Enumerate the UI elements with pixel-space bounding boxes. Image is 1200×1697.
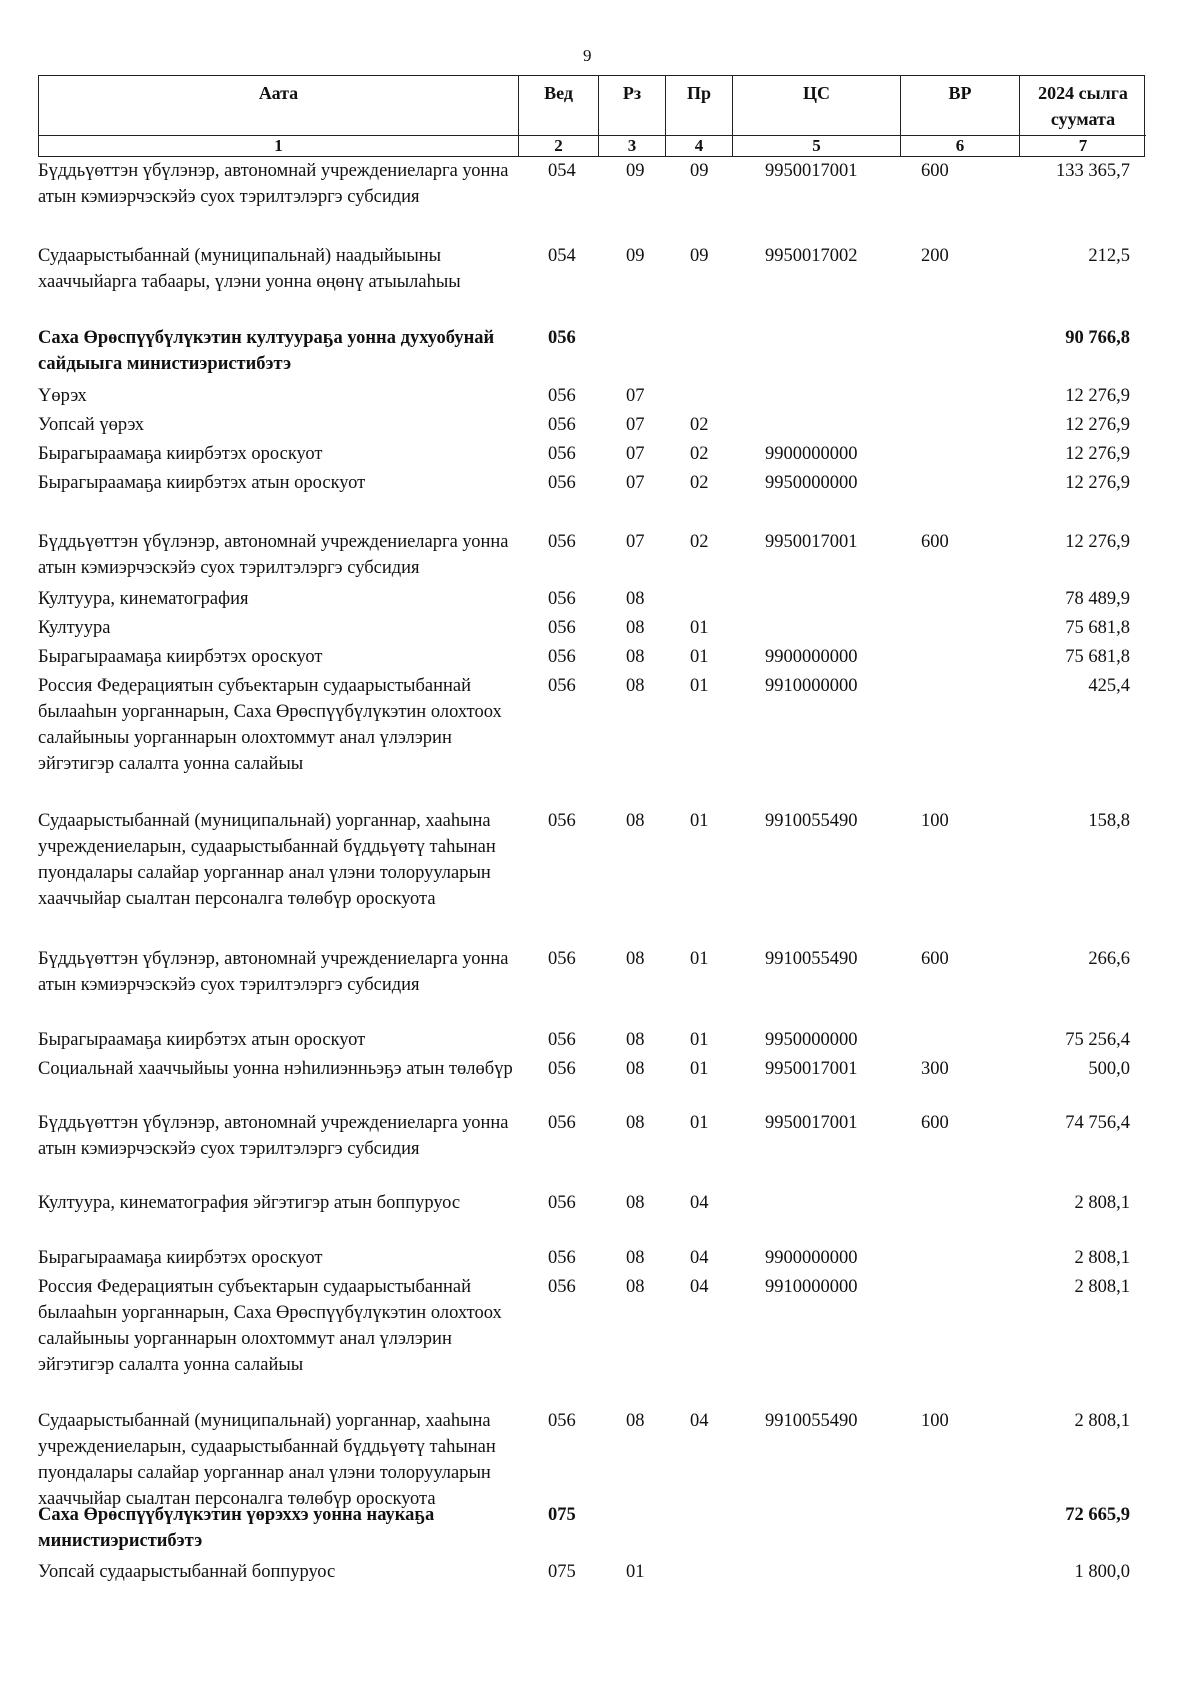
table-header — [38, 75, 1145, 157]
cell-ved: 056 — [548, 949, 576, 969]
cell-ved: 056 — [548, 328, 576, 348]
cell-sum: 12 276,9 — [1065, 415, 1130, 435]
cell-rz: 08 — [626, 811, 645, 831]
cell-pr: 01 — [690, 1113, 709, 1133]
cell-rz: 07 — [626, 532, 645, 552]
cell-name: Бүддьүөттэн үбүлэнэр, автономнай учреждениеларга уонна атын кэмиэрчэскэйэ суох тэрилтэлэргэ субсидия — [38, 532, 509, 578]
cell-name: Бүддьүөттэн үбүлэнэр, автономнай учреждениеларга уонна атын кэмиэрчэскэйэ суох тэрилтэлэргэ субсидия — [38, 161, 509, 207]
cell-name: Култуура, кинематография эйгэтигэр атын боппуруос — [38, 1193, 461, 1213]
cell-rz: 08 — [626, 618, 645, 638]
cell-name: Үөрэх — [38, 386, 87, 406]
cell-cs: 9910055490 — [765, 1411, 858, 1431]
cell-name: Бүддьүөттэн үбүлэнэр, автономнай учреждениеларга уонна атын кэмиэрчэскэйэ суох тэрилтэлэргэ субсидия — [38, 949, 509, 995]
cell-rz: 08 — [626, 1059, 645, 1079]
cell-name: Бүддьүөттэн үбүлэнэр, автономнай учреждениеларга уонна атын кэмиэрчэскэйэ суох тэрилтэлэргэ субсидия — [38, 1113, 509, 1159]
cell-sum: 2 808,1 — [1074, 1411, 1130, 1431]
cell-sum: 1 800,0 — [1074, 1562, 1130, 1582]
cell-ved: 056 — [548, 811, 576, 831]
cell-sum: 425,4 — [1088, 676, 1130, 696]
cell-ved: 056 — [548, 1277, 576, 1297]
cell-rz: 07 — [626, 386, 645, 406]
cell-ved: 056 — [548, 1113, 576, 1133]
header-title-pr: Пр — [686, 83, 711, 103]
cell-name: Саха Өрөспүүбүлүкэтин үөрэххэ уонна наукаҕа министиэристибэтэ — [38, 1505, 435, 1551]
cell-ved: 056 — [548, 589, 576, 609]
cell-sum: 75 681,8 — [1065, 647, 1130, 667]
cell-sum: 72 665,9 — [1065, 1505, 1130, 1525]
cell-pr: 04 — [690, 1277, 709, 1297]
cell-rz: 07 — [626, 473, 645, 493]
cell-cs: 9950000000 — [765, 473, 858, 493]
cell-ved: 056 — [548, 386, 576, 406]
cell-sum: 12 276,9 — [1065, 532, 1130, 552]
cell-name: Култуура — [38, 618, 111, 638]
cell-name: Судаарыстыбаннай (муниципальнай) наадыйыыны хааччыйарга табаары, үлэни уонна өңөнү атыылаһыы — [38, 246, 461, 292]
cell-pr: 01 — [690, 949, 709, 969]
header-col-pr — [666, 76, 733, 156]
cell-sum: 500,0 — [1088, 1059, 1130, 1079]
cell-ved: 054 — [548, 246, 576, 266]
cell-rz: 08 — [626, 1277, 645, 1297]
cell-ved: 056 — [548, 1059, 576, 1079]
cell-cs: 9910055490 — [765, 811, 858, 831]
cell-rz: 08 — [626, 1248, 645, 1268]
cell-rz: 01 — [626, 1562, 645, 1582]
cell-cs: 9910000000 — [765, 676, 858, 696]
cell-vr: 600 — [921, 949, 949, 969]
header-col-sum — [1020, 76, 1146, 156]
cell-pr: 02 — [690, 473, 709, 493]
cell-rz: 08 — [626, 949, 645, 969]
cell-sum: 12 276,9 — [1065, 444, 1130, 464]
cell-vr: 300 — [921, 1059, 949, 1079]
cell-ved: 056 — [548, 532, 576, 552]
cell-cs: 9950017001 — [765, 1113, 858, 1133]
header-title-name: Аата — [258, 83, 299, 103]
cell-pr: 09 — [690, 161, 709, 181]
cell-rz: 08 — [626, 676, 645, 696]
cell-pr: 01 — [690, 676, 709, 696]
cell-ved: 056 — [548, 1411, 576, 1431]
cell-pr: 04 — [690, 1248, 709, 1268]
cell-rz: 09 — [626, 246, 645, 266]
cell-sum: 74 756,4 — [1065, 1113, 1130, 1133]
header-num-name: 1 — [39, 135, 518, 156]
cell-pr: 02 — [690, 415, 709, 435]
cell-sum: 75 256,4 — [1065, 1030, 1130, 1050]
cell-name: Бырагыраамаҕа киирбэтэх атын ороскуот — [38, 473, 366, 493]
header-num-cs: 5 — [733, 135, 900, 156]
cell-sum: 12 276,9 — [1065, 473, 1130, 493]
cell-name: Уопсай үөрэх — [38, 415, 145, 435]
page-number: 9 — [583, 46, 592, 65]
cell-sum: 2 808,1 — [1074, 1277, 1130, 1297]
cell-name: Бырагыраамаҕа киирбэтэх ороскуот — [38, 1248, 323, 1268]
header-num-vr: 6 — [901, 135, 1019, 156]
cell-name: Саха Өрөспүүбүлүкэтин култуураҕа уонна духуобунай сайдыыга министиэристибэтэ — [38, 328, 495, 374]
header-title-ved: Вед — [544, 83, 573, 103]
cell-sum: 212,5 — [1088, 246, 1130, 266]
cell-pr: 02 — [690, 444, 709, 464]
cell-ved: 056 — [548, 473, 576, 493]
cell-rz: 07 — [626, 444, 645, 464]
cell-pr: 09 — [690, 246, 709, 266]
cell-cs: 9910055490 — [765, 949, 858, 969]
cell-cs: 9900000000 — [765, 444, 858, 464]
cell-name: Бырагыраамаҕа киирбэтэх ороскуот — [38, 444, 323, 464]
cell-cs: 9900000000 — [765, 1248, 858, 1268]
cell-name: Судаарыстыбаннай (муниципальнай) уорганнар, хааһына учреждениеларын, судаарыстыбаннай бүддьүөтү таһынан пуондалары салайар уорганнар анал үлэни толорууларын хааччыйар сыалтан персоналга төлөбүр ороскуота — [38, 1411, 496, 1509]
cell-sum: 133 365,7 — [1056, 161, 1130, 181]
cell-vr: 100 — [921, 811, 949, 831]
cell-ved: 056 — [548, 1193, 576, 1213]
header-num-rz: 3 — [599, 135, 665, 156]
cell-sum: 266,6 — [1088, 949, 1130, 969]
cell-ved: 056 — [548, 1248, 576, 1268]
cell-pr: 01 — [690, 1030, 709, 1050]
cell-pr: 01 — [690, 647, 709, 667]
cell-cs: 9950017001 — [765, 532, 858, 552]
cell-rz: 08 — [626, 1030, 645, 1050]
cell-pr: 04 — [690, 1411, 709, 1431]
cell-ved: 056 — [548, 1030, 576, 1050]
cell-name: Бырагыраамаҕа киирбэтэх атын ороскуот — [38, 1030, 366, 1050]
header-num-pr: 4 — [666, 135, 732, 156]
cell-ved: 054 — [548, 161, 576, 181]
cell-vr: 600 — [921, 532, 949, 552]
cell-cs: 9950017001 — [765, 161, 858, 181]
cell-pr: 01 — [690, 618, 709, 638]
cell-pr: 01 — [690, 1059, 709, 1079]
cell-rz: 08 — [626, 1113, 645, 1133]
cell-vr: 100 — [921, 1411, 949, 1431]
cell-name: Социальнай хааччыйыы уонна нэһилиэнньэҕэ атын төлөбүр — [38, 1059, 513, 1079]
cell-sum: 75 681,8 — [1065, 618, 1130, 638]
cell-sum: 158,8 — [1088, 811, 1130, 831]
cell-cs: 9910000000 — [765, 1277, 858, 1297]
cell-vr: 600 — [921, 1113, 949, 1133]
header-col-vr — [901, 76, 1020, 156]
cell-name: Россия Федерациятын субъектарын судаарыстыбаннай былааһын уорганнарын, Саха Өрөспүүбүлүкэтин олохтоох салайыныы уорганнарын олохтоммут анал үлэлэрин эйгэтигэр салалта уонна салайыы — [38, 676, 502, 774]
header-title-vr: ВР — [948, 83, 972, 103]
cell-rz: 08 — [626, 1193, 645, 1213]
header-title-cs: ЦС — [803, 83, 830, 103]
cell-name: Бырагыраамаҕа киирбэтэх ороскуот — [38, 647, 323, 667]
header-col-name — [39, 76, 519, 156]
cell-sum: 90 766,8 — [1065, 328, 1130, 348]
cell-pr: 01 — [690, 811, 709, 831]
header-col-cs — [733, 76, 901, 156]
cell-sum: 2 808,1 — [1074, 1193, 1130, 1213]
cell-rz: 08 — [626, 589, 645, 609]
cell-ved: 075 — [548, 1505, 576, 1525]
cell-cs: 9950017002 — [765, 246, 858, 266]
header-col-ved — [519, 76, 599, 156]
header-num-ved: 2 — [519, 135, 598, 156]
cell-rz: 08 — [626, 647, 645, 667]
cell-cs: 9900000000 — [765, 647, 858, 667]
cell-pr: 04 — [690, 1193, 709, 1213]
cell-vr: 200 — [921, 246, 949, 266]
cell-ved: 056 — [548, 676, 576, 696]
cell-rz: 09 — [626, 161, 645, 181]
cell-sum: 12 276,9 — [1065, 386, 1130, 406]
cell-rz: 07 — [626, 415, 645, 435]
header-title-rz: Рз — [622, 83, 642, 103]
cell-name: Судаарыстыбаннай (муниципальнай) уорганнар, хааһына учреждениеларын, судаарыстыбаннай бүддьүөтү таһынан пуондалары салайар уорганнар анал үлэни толорууларын хааччыйар сыалтан персоналга төлөбүр ороскуота — [38, 811, 496, 909]
cell-ved: 056 — [548, 444, 576, 464]
cell-name: Уопсай судаарыстыбаннай боппуруос — [38, 1562, 336, 1582]
cell-vr: 600 — [921, 161, 949, 181]
cell-rz: 08 — [626, 1411, 645, 1431]
cell-name: Россия Федерациятын субъектарын судаарыстыбаннай былааһын уорганнарын, Саха Өрөспүүбүлүкэтин олохтоох салайыныы уорганнарын олохтоммут анал үлэлэрин эйгэтигэр салалта уонна салайыы — [38, 1277, 502, 1375]
cell-ved: 056 — [548, 618, 576, 638]
cell-ved: 075 — [548, 1562, 576, 1582]
cell-sum: 2 808,1 — [1074, 1248, 1130, 1268]
header-num-sum: 7 — [1020, 135, 1146, 156]
cell-ved: 056 — [548, 415, 576, 435]
cell-sum: 78 489,9 — [1065, 589, 1130, 609]
cell-cs: 9950017001 — [765, 1059, 858, 1079]
cell-cs: 9950000000 — [765, 1030, 858, 1050]
cell-ved: 056 — [548, 647, 576, 667]
cell-pr: 02 — [690, 532, 709, 552]
header-col-rz — [599, 76, 666, 156]
header-title-sum: 2024 сылга суумата — [1038, 83, 1128, 129]
cell-name: Култуура, кинематография — [38, 589, 249, 609]
